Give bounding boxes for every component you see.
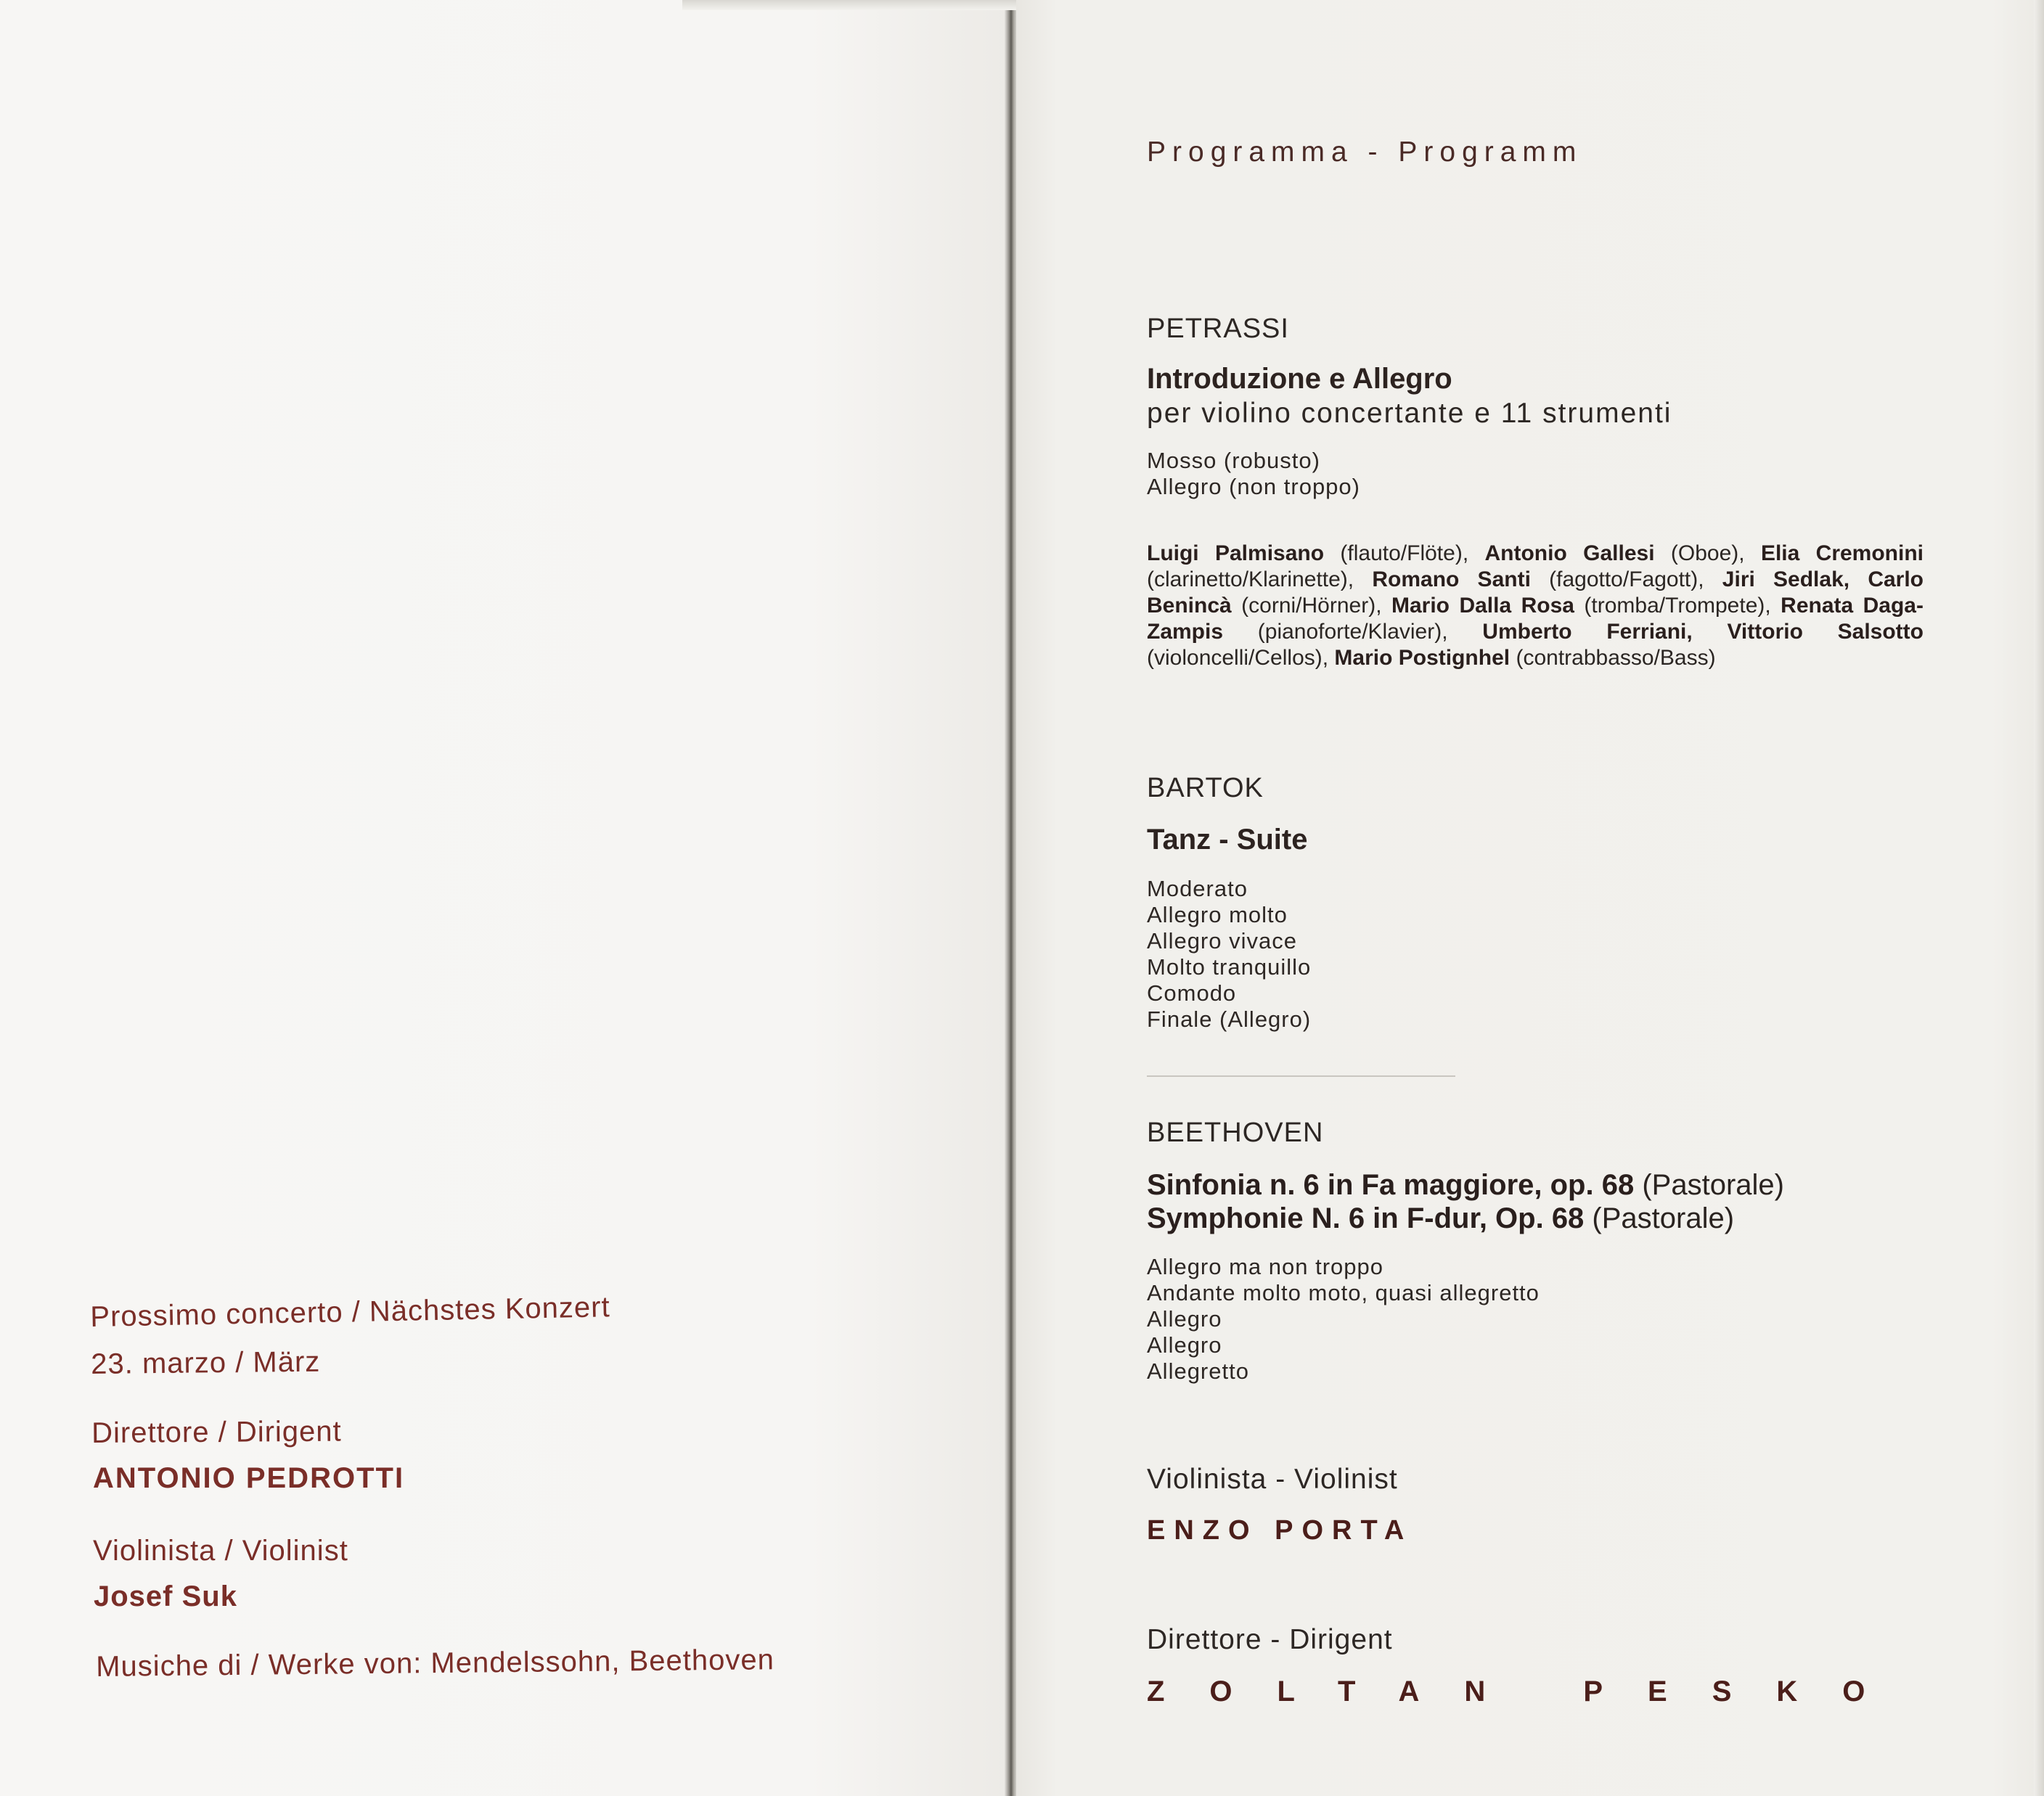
performer-role: (fagotto/Fagott), <box>1549 567 1722 591</box>
performer-role: (clarinetto/Klarinette), <box>1147 567 1373 591</box>
page-edge <box>2034 0 2044 1796</box>
movement-item: Moderato <box>1147 876 1248 901</box>
performer-role: (Oboe), <box>1670 541 1761 565</box>
performer-role: (pianoforte/Klavier), <box>1257 620 1483 644</box>
composer-petrassi: PETRASSI <box>1147 313 1289 344</box>
performer-name: Mario Dalla Rosa <box>1391 594 1574 618</box>
performer-name: Umberto Ferriani, Vittorio Salsotto <box>1482 620 1924 644</box>
symphony-title-de: Symphonie N. 6 in F-dur, Op. 68 <box>1147 1202 1585 1234</box>
performer-name: Elia Cremonini <box>1760 541 1924 565</box>
next-conductor-name: ANTONIO PEDROTTI <box>93 1462 405 1494</box>
performer-name: Antonio Gallesi <box>1484 541 1655 565</box>
violinist-label: Violinista - Violinist <box>1147 1464 1398 1495</box>
work-title-bartok: Tanz - Suite <box>1147 824 1308 856</box>
next-conductor-label: Direttore / Dirigent <box>91 1415 342 1449</box>
performer-name: Jiri Sedlak, Carlo Benincà <box>1147 567 1924 618</box>
performer-role: (violoncelli/Cellos), <box>1147 646 1335 670</box>
performer-role: (contrabbasso/Bass) <box>1516 646 1716 670</box>
performer-name: Renata Daga-Zampis <box>1147 594 1924 644</box>
movement-item: Allegro <box>1147 1306 1222 1332</box>
work-title-beethoven-de <box>1147 1202 1734 1235</box>
work-subtitle-petrassi: per violino concertante e 11 strumenti <box>1147 398 1672 429</box>
performers-paragraph <box>1147 541 1924 671</box>
next-works: Musiche di / Werke von: Mendelssohn, Beethoven <box>96 1644 775 1683</box>
movement-item: Allegro molto <box>1147 902 1288 927</box>
movement-item: Molto tranquillo <box>1147 954 1312 980</box>
symphony-subtitle-de: (Pastorale) <box>1584 1202 1735 1234</box>
movement-list-bartok <box>1147 876 1311 1033</box>
performer-name: Romano Santi <box>1372 567 1531 591</box>
performer-name: Mario Postignhel <box>1334 646 1510 670</box>
performer-name: Luigi Palmisano <box>1147 541 1325 565</box>
movement-list-beethoven <box>1147 1254 1540 1385</box>
performer-role: (corni/Hörner), <box>1241 594 1391 618</box>
movement-item: Allegro <box>1147 1332 1222 1358</box>
movement-item: Allegro vivace <box>1147 928 1297 954</box>
symphony-title-it: Sinfonia n. 6 in Fa maggiore, op. 68 <box>1147 1169 1635 1201</box>
next-concert-heading: Prossimo concerto / Nächstes Konzert <box>90 1291 610 1333</box>
work-title-petrassi: Introduzione e Allegro <box>1147 363 1452 395</box>
movement-item: Allegretto <box>1147 1358 1249 1384</box>
movement-item: Comodo <box>1147 980 1237 1006</box>
movement-item: Allegro (non troppo) <box>1147 474 1360 499</box>
section-divider <box>1147 1075 1455 1077</box>
next-violinist-name: Josef Suk <box>94 1580 237 1612</box>
next-concert-date: 23. marzo / März <box>91 1345 321 1380</box>
symphony-subtitle-it: (Pastorale) <box>1634 1169 1784 1201</box>
conductor-name: ZOLTAN PESKO <box>1147 1676 1910 1707</box>
movement-item: Allegro ma non troppo <box>1147 1254 1384 1279</box>
page-top-shadow <box>682 0 1016 10</box>
movement-item: Andante molto moto, quasi allegretto <box>1147 1280 1540 1305</box>
violinist-name: ENZO PORTA <box>1147 1515 1413 1546</box>
movement-item: Finale (Allegro) <box>1147 1006 1312 1032</box>
performer-role: (tromba/Trompete), <box>1584 594 1781 618</box>
conductor-label: Direttore - Dirigent <box>1147 1624 1393 1655</box>
movement-list-petrassi <box>1147 448 1360 500</box>
work-title-beethoven-it <box>1147 1168 1784 1202</box>
composer-bartok: BARTOK <box>1147 773 1264 803</box>
performer-role: (flauto/Flöte), <box>1340 541 1485 565</box>
composer-beethoven: BEETHOVEN <box>1147 1118 1324 1148</box>
left-page <box>0 0 1013 1796</box>
program-header: Programma - Programm <box>1147 136 1583 168</box>
next-violinist-label: Violinista / Violinist <box>93 1535 348 1567</box>
movement-item: Mosso (robusto) <box>1147 448 1320 473</box>
